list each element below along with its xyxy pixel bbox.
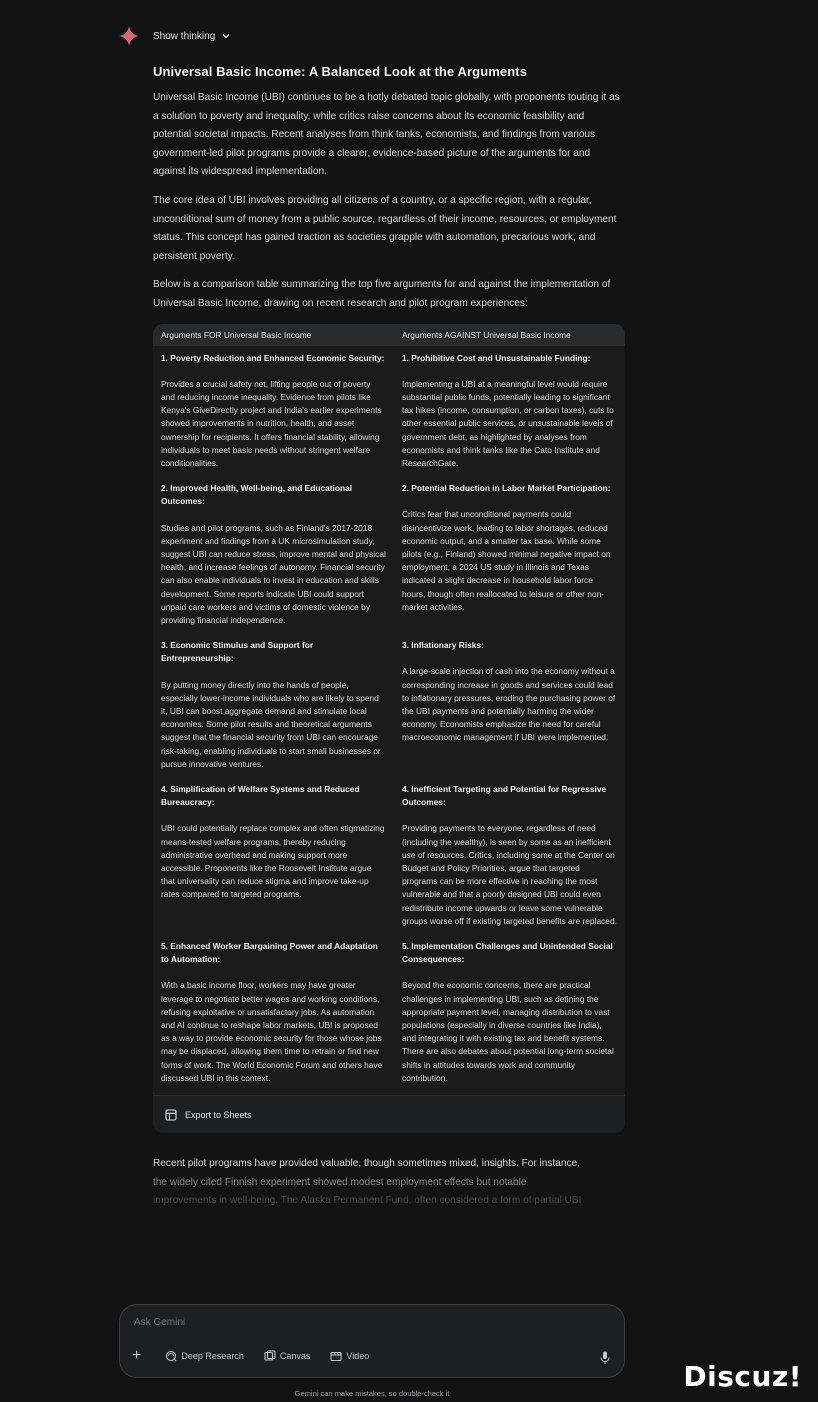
table-cell-against [394,934,625,1091]
cell-body: Studies and pilot programs, such as Finland's 2017-2018 experiment and findings from a UK microsimulation study, suggest UBI can reduce stress, improve mental and physical health, and increase feelings of autonomy. Financial security can also enable individuals to invest in education and skills development. Some reports indicate UBI could support unpaid care workers and victims of domestic violence by providing financial independence. [161,522,386,625]
canvas-button[interactable] [264,1350,311,1362]
cell-body: Critics fear that unconditional payments could disincentivize work, leading to labor shortages, reduced economic output, and a smaller tax base. While some pilots (e.g., Finland) showed minimal negative impact on employment, a 2024 US study in Illinois and Texas indicated a slight decrease in household labor force hours, though often reallocated to leisure or other non-market activities. [402,509,611,612]
cell-body: By putting money directly into the hands of people, especially lower-income individuals who are likely to spend it, UBI can boost aggregate demand and stimulate local economies. Some pilot results and theoretical arguments suggest that the financial security from UBI can encourage risk-taking, enabling individuals to start small businesses or pursue innovative ventures. [161,679,381,769]
deep-research-button[interactable] [165,1350,244,1362]
cell-heading: 2. Potential Reduction in Labor Market Participation: [402,483,611,494]
export-to-sheets-button[interactable] [165,1109,252,1121]
deep-research-icon [165,1350,177,1362]
cell-heading: 1. Poverty Reduction and Enhanced Economic Security: [161,352,385,363]
table-cell-for [153,476,394,633]
video-icon [330,1350,342,1362]
composer-tools [132,1347,389,1364]
cell-heading: 4. Simplification of Welfare Systems and Reduced Bureaucracy: [161,784,360,808]
disclaimer-text: Gemini can make mistakes, so double-check it [294,1389,450,1398]
composer [119,1304,625,1378]
cell-body: With a basic income floor, workers may have greater leverage to negotiate better wages and working conditions, refusing exploitative or unsatisfactory jobs. As automation and AI continue to reshape labor markets, UBI is proposed as a way to provide economic security for those whose jobs may be displaced, allowing them time to retrain or find new forms of work. The World Economic Forum and others have discussed UBI in this context. [161,980,383,1083]
cell-heading: 3. Economic Stimulus and Support for Entrepreneurship: [161,640,314,664]
intro-paragraph-2: The core idea of UBI involves providing all citizens of a country, or a specific region, with a regular, unconditional sum of money from a public source, regardless of their income, resources, or employment status. This concept has gained traction as societies grapple with automation, precarious work, and persistent poverty. [153,194,617,262]
video-button[interactable] [330,1350,369,1362]
cell-heading: 4. Inefficient Targeting and Potential for Regressive Outcomes: [402,784,607,808]
thinking-row [119,24,231,48]
gemini-sparkle-icon [119,26,139,46]
cell-heading: 2. Improved Health, Well-being, and Educational Outcomes: [161,483,353,507]
video-label: Video [346,1351,370,1361]
intro-paragraph-3: Below is a comparison table summarizing the top five arguments for and against the implementation of Universal Basic Income, drawing on recent research and pilot program experiences: [153,279,611,309]
cell-body: Implementing a UBI at a meaningful level would require substantial public funds, potentially leading to significant tax hikes (income, consumption, or carbon taxes), cuts to other essential public services, or unsustainable levels of government debt, as highlighted by analyses from economists and think tanks like the Cato Institute and ResearchGate. [402,378,614,468]
cell-body: Provides a crucial safety net, lifting people out of poverty and reducing income inequality. Evidence from pilots like Kenya's GiveDirectly project and India's earlier experiments showed improvements in nutrition, health, and asset ownership for recipients. It offers financial stability, allowing individuals to meet basic needs without stringent welfare conditionalities. [161,378,382,468]
cell-body: Providing payments to everyone, regardless of need (including the wealthy), is seen by some as an inefficient use of resources. Critics, including some at the Center on Budget and Policy Priorities, argue that targeted programs can be more effective in reaching the most vulnerable and that a poorly designed UBI could even redistribute income upwards or leave some vulnerable groups worse off if existing targeted benefits are replaced. [402,823,617,926]
table-cell-for [153,346,394,477]
show-thinking-label: Show thinking [153,30,216,42]
cell-heading: 3. Inflationary Risks: [402,640,484,651]
cell-body: UBI could potentially replace complex and often stigmatizing means-tested welfare programs, thereby reducing administrative overhead and making support more accessible. Proponents like the Roosevelt Institute argue that universality can reduce stigma and improve take-up rates compared to targeted programs. [161,823,385,900]
column-header-against: Arguments AGAINST Universal Basic Income [402,329,571,340]
follow-up-line-2: the widely cited Finnish experiment showed modest employment effects but notable [153,1176,527,1188]
table-row [153,934,625,1091]
table-cell-for [153,934,394,1091]
follow-up-line-1: Recent pilot programs have provided valuable, though sometimes mixed, insights. For instance, [153,1158,580,1170]
ask-input[interactable] [134,1317,534,1328]
response-content [153,64,625,1211]
article-title: Universal Basic Income: A Balanced Look at the Arguments [153,64,528,79]
table-body [153,346,625,1096]
watermark: Discuz! [683,1360,802,1393]
intro-paragraph-1: Universal Basic Income (UBI) continues to be a hotly debated topic globally, with proponents touting it as a solution to poverty and inequality, while critics raise concerns about its economic feasibility and potential societal impacts. Recent analyses from think tanks, economists, and findings from various government-led pilot programs provide a clearer, evidence-based picture of the arguments for and against its widespread implementation. [153,92,620,178]
follow-up-line-3: improvements in well-being. The Alaska Permanent Fund, often considered a form of partial UBI [153,1195,582,1207]
show-thinking-button[interactable] [153,31,231,42]
mic-icon[interactable] [600,1351,610,1364]
deep-research-label: Deep Research [181,1351,244,1361]
table-cell-against [394,777,625,934]
canvas-label: Canvas [279,1351,311,1361]
cell-body: Beyond the economic concerns, there are practical challenges in implementing UBI, such as defining the appropriate payment level, managing distribution to vast populations (especially in diverse countries like India), and integrating it with existing tax and benefit systems. There are also debates about potential long-term societal shifts in attitudes towards work and community contribution. [402,980,614,1083]
follow-up-paragraph [153,1155,625,1211]
table-row [153,633,625,777]
table-row [153,476,625,633]
canvas-icon [264,1350,276,1362]
table-footer [153,1095,625,1133]
column-header-for: Arguments FOR Universal Basic Income [161,329,312,340]
table-icon [165,1109,177,1121]
table-header [153,324,625,346]
table-cell-for [153,777,394,934]
table-cell-against [394,476,625,633]
export-label: Export to Sheets [185,1109,252,1120]
table-cell-against [394,346,625,477]
cell-heading: 5. Implementation Challenges and Unintended Social Consequences: [402,941,613,965]
plus-icon[interactable]: + [132,1347,142,1364]
cell-heading: 5. Enhanced Worker Bargaining Power and Adaptation to Automation: [161,941,378,965]
table-cell-against [394,633,625,777]
cell-heading: 1. Prohibitive Cost and Unsustainable Funding: [402,352,591,363]
table-row [153,777,625,934]
table-row [153,346,625,477]
table-cell-for [153,633,394,777]
cell-body: A large-scale injection of cash into the economy without a corresponding increase in goods and services could lead to inflationary pressures, eroding the purchasing power of the UBI payments and potentially harming the wider economy. Economists emphasize the need for careful macroeconomic management if UBI were implemented. [402,666,616,743]
comparison-table [153,324,625,1134]
chevron-down-icon [221,31,231,41]
